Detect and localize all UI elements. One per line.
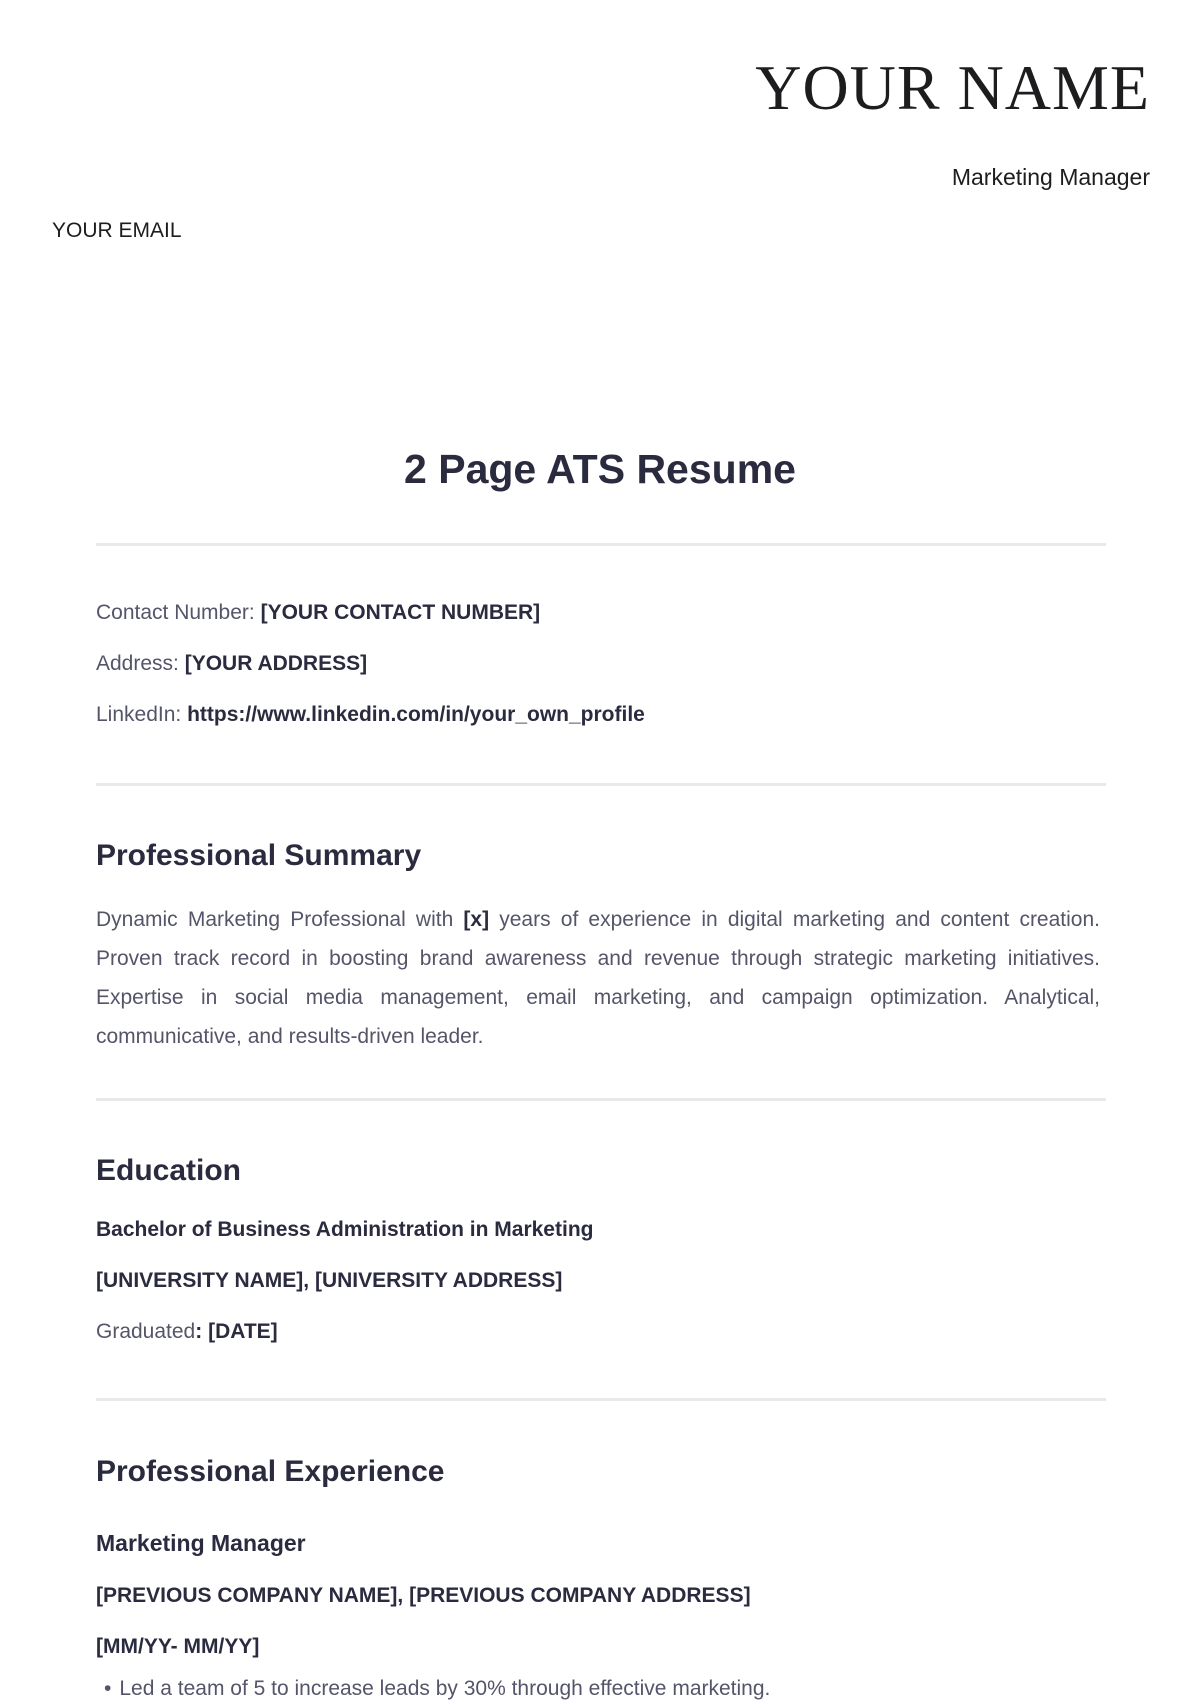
candidate-role: Marketing Manager <box>951 164 1150 190</box>
contact-phone-line <box>96 601 540 625</box>
divider <box>96 783 1106 786</box>
contact-phone-label: Contact Number: <box>96 601 261 624</box>
education-university: [UNIVERSITY NAME], [UNIVERSITY ADDRESS] <box>96 1269 563 1292</box>
education-graduated-line <box>96 1320 278 1344</box>
education-graduated-value: : [DATE] <box>195 1320 278 1343</box>
divider <box>96 1398 1106 1401</box>
contact-linkedin-value[interactable]: https://www.linkedin.com/in/your_own_profile <box>187 703 645 726</box>
summary-text <box>96 900 1100 1056</box>
divider <box>96 543 1106 546</box>
experience-bullet-text: Led a team of 5 to increase leads by 30% through effective marketing. <box>119 1677 771 1700</box>
experience-job-title: Marketing Manager <box>96 1530 306 1556</box>
contact-address-line <box>96 652 367 676</box>
contact-linkedin-line <box>96 703 645 727</box>
summary-years-placeholder: [x] <box>463 908 490 931</box>
contact-phone-value: [YOUR CONTACT NUMBER] <box>260 601 541 624</box>
contact-address-value: [YOUR ADDRESS] <box>184 652 368 675</box>
contact-address-label: Address: <box>96 652 185 675</box>
bullet-icon: • <box>104 1677 112 1700</box>
education-heading: Education <box>96 1154 242 1187</box>
candidate-email: YOUR EMAIL <box>52 219 182 242</box>
summary-heading: Professional Summary <box>96 839 422 872</box>
divider <box>96 1098 1106 1101</box>
experience-dates: [MM/YY- MM/YY] <box>96 1635 260 1658</box>
document-title: 2 Page ATS Resume <box>404 446 796 492</box>
experience-bullet <box>104 1677 770 1701</box>
experience-company: [PREVIOUS COMPANY NAME], [PREVIOUS COMPANY ADDRESS] <box>96 1584 751 1607</box>
summary-text-after: years of experience in digital marketing and content creation. Proven track record in boosting brand awareness and revenue through strategic marketing initiatives. Expertise in social media management, email marketing, and campaign optimization. Analytical, communicative, and results-driven leader. <box>96 908 1100 1048</box>
experience-heading: Professional Experience <box>96 1455 445 1488</box>
candidate-name: YOUR NAME <box>755 52 1150 123</box>
summary-text-before: Dynamic Marketing Professional with <box>96 908 464 931</box>
education-graduated-label: Graduated <box>96 1320 196 1343</box>
contact-linkedin-label: LinkedIn: <box>96 703 188 726</box>
education-degree: Bachelor of Business Administration in Marketing <box>96 1218 594 1241</box>
